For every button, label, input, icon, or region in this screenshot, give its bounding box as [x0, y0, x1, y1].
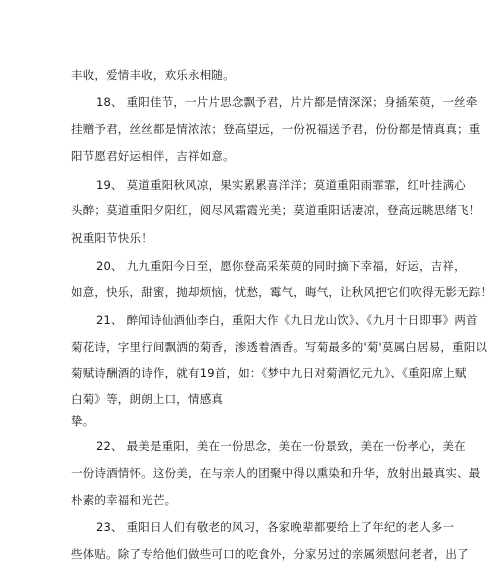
- text-line: 菊赋诗酬酒的诗作，就有19首，如：《梦中九日对菊酒忆元九》、《重阳席上赋: [71, 366, 467, 380]
- paragraph-21-first-line: 21、 醉闻诗仙酒仙李白，重阳大作《九日龙山饮》、《九月十日即事》两首: [96, 313, 478, 327]
- paragraph-22-first-line: 22、 最美是重阳，美在一份思念，美在一份景致，美在一份孝心，美在: [96, 439, 466, 453]
- text-line: 阳节愿君好运相伴，吉祥如意。: [71, 149, 235, 163]
- text-line: 挚。: [71, 414, 95, 428]
- text-line: 丰收，爱情丰收，欢乐永相随。: [71, 68, 235, 82]
- text-line: 朴素的幸福和光芒。: [71, 493, 177, 507]
- text-line: 菊花诗，字里行间飘洒的菊香，渗透着酒香。写菊最多的'菊'莫属白居易，重阳以: [71, 340, 488, 354]
- text-line: 些体贴。除了专给他们做些可口的吃食外，分家另过的亲属须慰问老者，出了: [71, 547, 469, 561]
- text-line: 头醉；莫道重阳夕阳红，阅尽风霜霞光美；莫道重阳话凄凉，登高远眺思绪飞！: [71, 203, 481, 217]
- paragraph-19-first-line: 19、 莫道重阳秋风凉，果实累累喜洋洋；莫道重阳雨霏霏，红叶挂满心: [96, 178, 466, 192]
- text-line: 一份诗酒情怀。这份美，在与亲人的团聚中得以熏染和升华，放射出最真实、最: [71, 466, 481, 480]
- paragraph-20-first-line: 20、 九九重阳今日至，愿你登高采茱萸的同时摘下幸福，好运，吉祥，: [96, 259, 466, 273]
- text-line: 如意，快乐，甜蜜，抛却烦恼，忧愁，霉气，晦气，让秋风把它们吹得无影无踪！: [71, 285, 493, 299]
- text-line: 挂赠予君，丝丝都是情浓浓；登高望远，一份祝福送予君，份份都是情真真；重: [71, 122, 481, 136]
- paragraph-18-first-line: 18、 重阳佳节，一片片思念飘予君，片片都是情深深；身插茱萸，一丝牵: [96, 95, 478, 109]
- paragraph-23-first-line: 23、 重阳日人们有敬老的风习，各家晚辈都要给上了年纪的老人多一: [96, 520, 455, 534]
- text-line: 祝重阳节快乐！: [71, 231, 153, 245]
- text-line: 白菊》等，朗朗上口，情感真: [71, 392, 224, 406]
